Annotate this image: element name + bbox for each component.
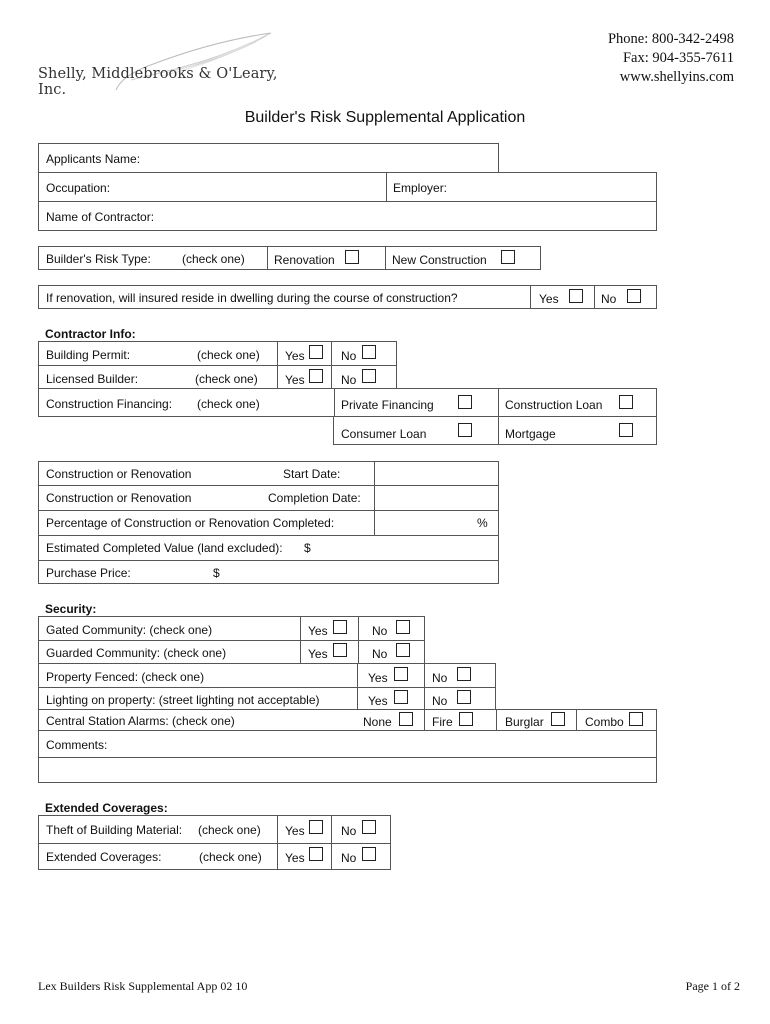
risk-type-label: Builder's Risk Type: [46, 252, 151, 266]
alarm-burglar-label: Burglar [505, 715, 544, 729]
security-table-top [38, 616, 425, 664]
financing-row-2 [333, 416, 657, 445]
guarded-yes-label: Yes [308, 647, 328, 661]
licensed-no-label: No [341, 373, 357, 387]
risk-type-row [38, 246, 541, 270]
building-permit-label: Building Permit: [46, 348, 131, 362]
lighting-no-label: No [432, 694, 448, 708]
fenced-yes-checkbox[interactable] [394, 667, 408, 681]
fenced-no-label: No [432, 671, 448, 685]
licensed-yes-label: Yes [285, 373, 305, 387]
occupation-employer-row [38, 172, 657, 202]
estimated-value-dollar: $ [304, 541, 311, 555]
extended-no-checkbox[interactable] [362, 847, 376, 861]
guarded-yes-checkbox[interactable] [333, 643, 347, 657]
fax-number: Fax: 904-355-7611 [622, 50, 734, 66]
alarm-none-label: None [363, 715, 392, 729]
consumer-loan-checkbox[interactable] [458, 423, 472, 437]
theft-no-checkbox[interactable] [362, 820, 376, 834]
alarms-row [38, 709, 657, 731]
alarm-fire-checkbox[interactable] [459, 712, 473, 726]
reside-no-label: No [601, 292, 617, 306]
comments-field[interactable] [38, 730, 657, 783]
fenced-no-checkbox[interactable] [457, 667, 471, 681]
guarded-label: Guarded Community: (check one) [46, 646, 227, 660]
construction-loan-label: Construction Loan [505, 398, 603, 412]
lighting-yes-checkbox[interactable] [394, 690, 408, 704]
gated-yes-label: Yes [308, 624, 328, 638]
private-financing-checkbox[interactable] [458, 395, 472, 409]
contractor-name-field[interactable] [38, 201, 657, 231]
theft-no-label: No [341, 824, 357, 838]
company-name: Shelly, Middlebrooks & O'Leary, Inc. [38, 66, 278, 98]
dates-values-table [38, 461, 499, 584]
risk-type-check-one: (check one) [182, 252, 245, 266]
comments-label: Comments: [46, 738, 108, 752]
mortgage-label: Mortgage [505, 427, 556, 441]
licensed-yes-checkbox[interactable] [309, 369, 323, 383]
estimated-value-label: Estimated Completed Value (land excluded): [46, 541, 283, 555]
construction-financing-label: Construction Financing: [46, 397, 173, 411]
lighting-label: Lighting on property: (street lighting not acceptable) [46, 693, 320, 707]
extended-yes-checkbox[interactable] [309, 847, 323, 861]
extended-coverages-table [38, 815, 391, 870]
extended-yes-label: Yes [285, 851, 305, 865]
theft-yes-checkbox[interactable] [309, 820, 323, 834]
new-construction-label: New Construction [392, 253, 487, 267]
gated-yes-checkbox[interactable] [333, 620, 347, 634]
theft-check-one: (check one) [198, 823, 261, 837]
alarm-combo-checkbox[interactable] [629, 712, 643, 726]
theft-label: Theft of Building Material: [46, 823, 183, 837]
gated-no-label: No [372, 624, 388, 638]
reside-question-label: If renovation, will insured reside in dwelling during the course of construction? [46, 291, 458, 305]
applicant-name-field[interactable] [38, 143, 499, 173]
extended-no-label: No [341, 851, 357, 865]
website-link[interactable]: www.shellyins.com [619, 69, 734, 85]
page-title: Builder's Risk Supplemental Application [244, 109, 526, 126]
footer-page-number: Page 1 of 2 [685, 979, 740, 993]
start-cr-label: Construction or Renovation [46, 467, 192, 481]
occupation-label: Occupation: [46, 181, 111, 195]
licensed-no-checkbox[interactable] [362, 369, 376, 383]
extended-coverages-heading: Extended Coverages: [45, 801, 168, 815]
private-financing-label: Private Financing [341, 398, 434, 412]
building-permit-check-one: (check one) [197, 348, 260, 362]
alarms-label: Central Station Alarms: (check one) [46, 714, 235, 728]
permit-no-checkbox[interactable] [362, 345, 376, 359]
reside-question-row [38, 285, 657, 309]
percent-completed-label: Percentage of Construction or Renovation Completed: [46, 516, 335, 530]
start-date-label: Start Date: [283, 467, 341, 481]
alarm-combo-label: Combo [585, 715, 624, 729]
permit-yes-label: Yes [285, 349, 305, 363]
completion-cr-label: Construction or Renovation [46, 491, 192, 505]
security-heading: Security: [45, 602, 97, 616]
guarded-no-checkbox[interactable] [396, 643, 410, 657]
company-logo [36, 28, 286, 98]
gated-label: Gated Community: (check one) [46, 623, 213, 637]
alarm-none-checkbox[interactable] [399, 712, 413, 726]
contact-info [608, 30, 734, 87]
permit-no-label: No [341, 349, 357, 363]
gated-no-checkbox[interactable] [396, 620, 410, 634]
employer-label: Employer: [393, 181, 448, 195]
theft-yes-label: Yes [285, 824, 305, 838]
financing-row [38, 388, 657, 417]
lighting-yes-label: Yes [368, 694, 388, 708]
lighting-no-checkbox[interactable] [457, 690, 471, 704]
contractor-name-label: Name of Contractor: [46, 210, 155, 224]
permit-yes-checkbox[interactable] [309, 345, 323, 359]
alarm-burglar-checkbox[interactable] [551, 712, 565, 726]
contractor-permit-license-table [38, 341, 397, 389]
mortgage-checkbox[interactable] [619, 423, 633, 437]
licensed-builder-check-one: (check one) [195, 372, 258, 386]
contractor-info-heading: Contractor Info: [45, 327, 136, 341]
reside-yes-checkbox[interactable] [569, 289, 583, 303]
financing-check-one: (check one) [197, 397, 260, 411]
completion-date-label: Completion Date: [268, 491, 361, 505]
alarm-fire-label: Fire [432, 715, 453, 729]
licensed-builder-label: Licensed Builder: [46, 372, 139, 386]
guarded-no-label: No [372, 647, 388, 661]
renovation-checkbox[interactable] [345, 250, 359, 264]
reside-yes-label: Yes [539, 292, 559, 306]
purchase-price-dollar: $ [213, 566, 220, 580]
security-table-middle [38, 663, 496, 710]
completion-date-field[interactable] [375, 486, 498, 510]
percent-sign: % [477, 516, 488, 530]
start-date-field[interactable] [375, 462, 498, 485]
renovation-label: Renovation [274, 253, 335, 267]
reside-no-checkbox[interactable] [627, 289, 641, 303]
footer-form-id: Lex Builders Risk Supplemental App 02 10 [38, 979, 248, 993]
applicant-name-label: Applicants Name: [46, 152, 141, 166]
purchase-price-label: Purchase Price: [46, 566, 131, 580]
fenced-yes-label: Yes [368, 671, 388, 685]
fenced-label: Property Fenced: (check one) [46, 670, 205, 684]
extended-check-one: (check one) [199, 850, 262, 864]
consumer-loan-label: Consumer Loan [341, 427, 427, 441]
extended-coverages-label: Extended Coverages: [46, 850, 162, 864]
construction-loan-checkbox[interactable] [619, 395, 633, 409]
phone-number: Phone: 800-342-2498 [607, 31, 734, 47]
new-construction-checkbox[interactable] [501, 250, 515, 264]
